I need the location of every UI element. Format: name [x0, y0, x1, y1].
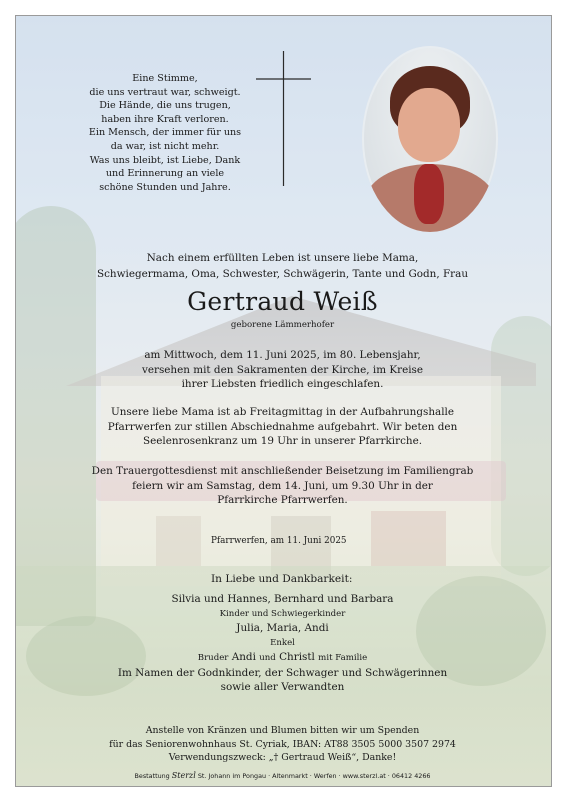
imprint-details: St. Johann im Pongau · Altenmarkt · Werfen · www.sterzl.at · 06412 4266 — [197, 772, 431, 780]
death-line: ihrer Liebsten friedlich eingeschlafen. — [181, 378, 384, 390]
funeral-line: feiern wir am Samstag, dem 14. Juni, um 9.30 Uhr in der — [132, 479, 433, 492]
place-date: Pfarrwerfen, am 11. Juni 2025 — [211, 536, 347, 546]
grandchildren-label: Enkel — [270, 637, 295, 648]
brother-line — [80, 650, 485, 666]
deceased-name: Gertraud Weiß — [187, 287, 378, 316]
others-line: Im Namen der Godnkinder, der Schwager und Schwägerinnen — [117, 666, 448, 679]
poem-line: haben ihre Kraft verloren. — [101, 113, 229, 125]
poem-line: Die Hände, die uns trugen, — [99, 100, 231, 112]
imprint-brand: Sterzl — [171, 771, 196, 780]
intro-line: Schwiegermama, Oma, Schwester, Schwägerin, Tante und Godn, Frau — [96, 268, 469, 280]
viewing-line: Pfarrwerfen zur stillen Abschiednahme aufgebahrt. Wir beten den — [107, 420, 458, 433]
brother-partner: Christl — [279, 651, 315, 663]
brother-suffix: mit Familie — [318, 653, 368, 663]
latin-cross-icon — [256, 51, 311, 186]
imprint-prefix: Bestattung — [134, 772, 170, 780]
viewing-line: Seelenrosenkranz um 19 Uhr in unserer Pfarrkirche. — [142, 435, 423, 447]
donation-line: Anstelle von Kränzen und Blumen bitten wir um Spenden — [145, 725, 420, 736]
funeral-line: Den Trauergottesdienst mit anschließender Beisetzung im Familiengrab — [91, 465, 474, 477]
death-line: am Mittwoch, dem 11. Juni 2025, im 80. Lebensjahr, — [144, 349, 421, 361]
others-line: sowie aller Verwandten — [220, 681, 345, 693]
intro-line: Nach einem erfüllten Leben ist unsere liebe Mama, — [146, 252, 419, 264]
viewing-text — [60, 405, 505, 449]
death-text — [80, 348, 485, 392]
funeral-text — [60, 464, 505, 508]
donation-text — [60, 724, 505, 765]
brother-prefix: Bruder — [197, 653, 229, 663]
family-list — [80, 592, 485, 695]
children-label: Kinder und Schwiegerkinder — [219, 608, 346, 619]
donation-line: für das Seniorenwohnhaus St. Cyriak, IBAN: AT88 3505 5000 3507 2974 — [109, 738, 456, 750]
poem-line: die uns vertraut war, schweigt. — [89, 86, 241, 98]
poem-line: schöne Stunden und Jahre. — [99, 181, 231, 193]
donation-line: Verwendungszweck: „† Gertraud Weiß“, Danke! — [168, 752, 397, 763]
poem-line: Ein Mensch, der immer für uns — [88, 127, 242, 139]
poem-line: da war, ist nicht mehr. — [110, 140, 220, 152]
grandchildren-names: Julia, Maria, Andi — [236, 622, 329, 634]
death-line: versehen mit den Sakramenten der Kirche, im Kreise — [141, 363, 424, 376]
poem-line: Was uns bleibt, ist Liebe, Dank — [89, 154, 241, 166]
poem — [60, 72, 270, 194]
portrait-photo — [362, 46, 498, 232]
portrait-scarf — [414, 164, 444, 224]
poem-line: und Erinnerung an viele — [105, 168, 225, 180]
viewing-line: Unsere liebe Mama ist ab Freitagmittag in der Aufbahrungshalle — [110, 406, 455, 418]
funeral-line: Pfarrkirche Pfarrwerfen. — [217, 494, 348, 506]
poem-line: Eine Stimme, — [132, 73, 198, 84]
thanks-heading: In Liebe und Dankbarkeit: — [211, 573, 353, 585]
funeral-home-imprint — [60, 771, 505, 780]
brother-name: Andi — [231, 651, 256, 663]
portrait-face — [398, 88, 460, 162]
children-names: Silvia und Hannes, Bernhard und Barbara — [171, 593, 394, 605]
intro-text — [80, 250, 485, 282]
brother-and: und — [259, 653, 276, 663]
birth-name: geborene Lämmerhofer — [230, 320, 335, 330]
